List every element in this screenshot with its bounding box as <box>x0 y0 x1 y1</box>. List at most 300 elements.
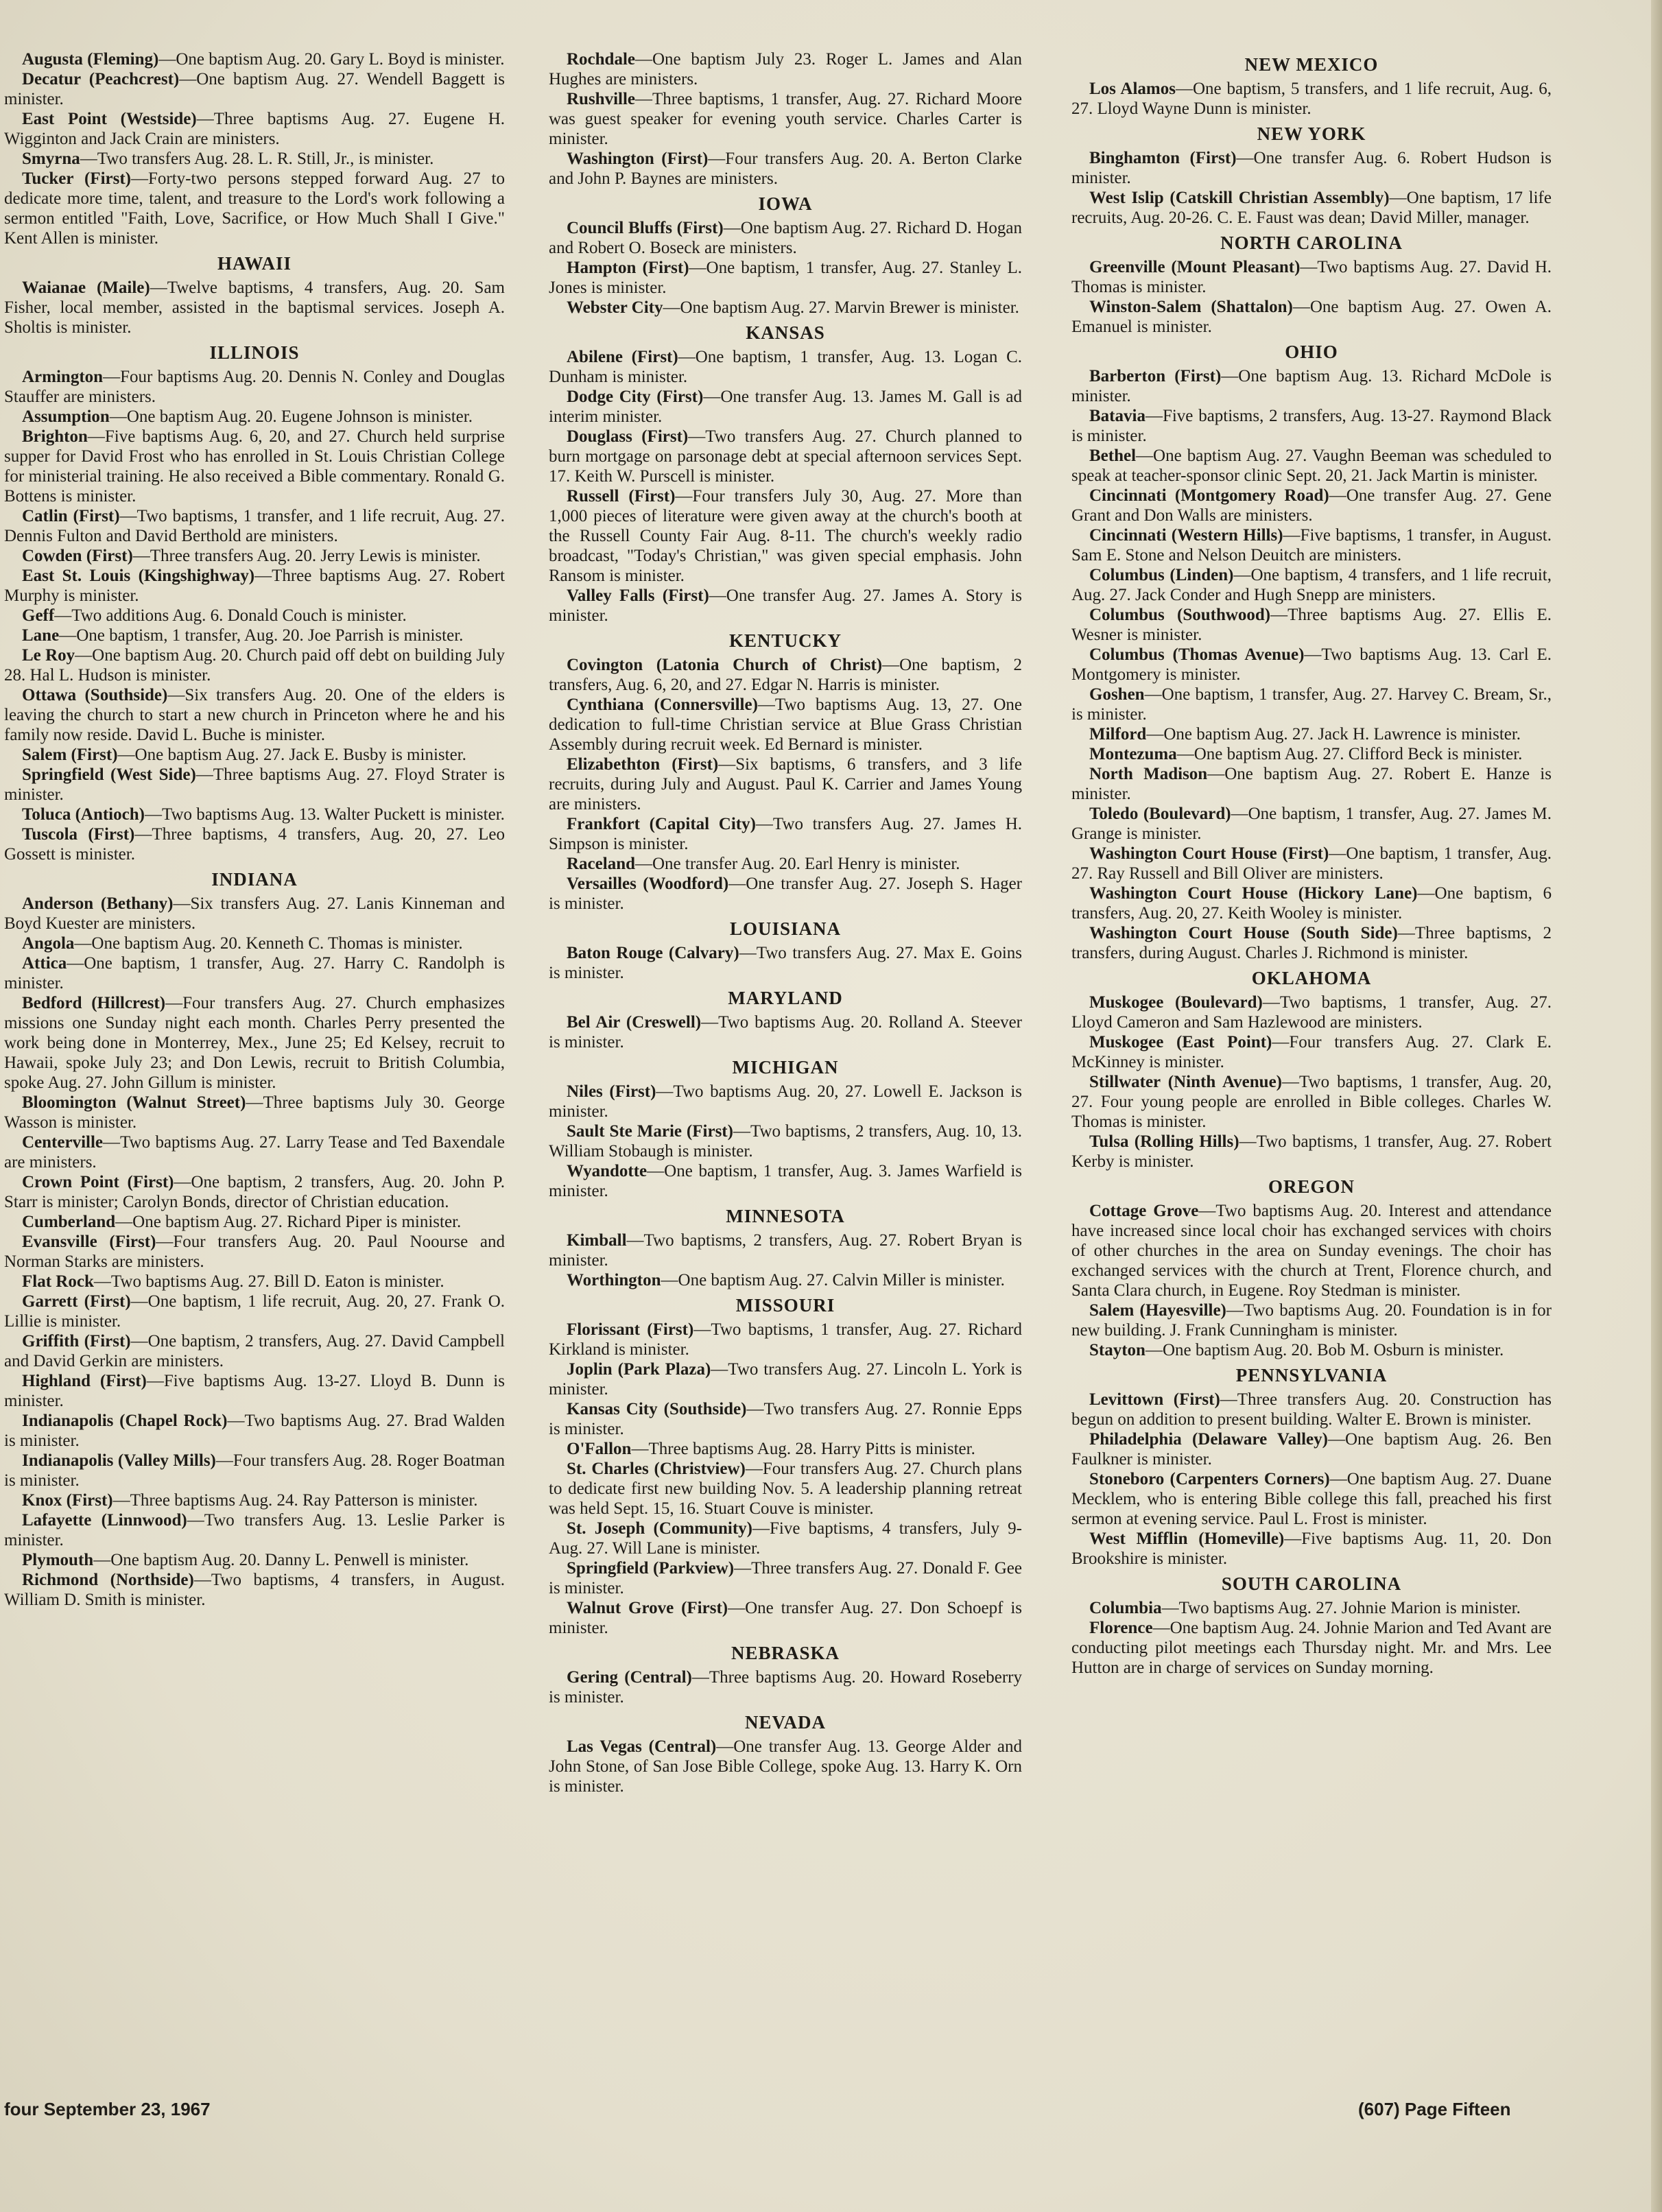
church-name: Toledo (Boulevard) <box>1089 805 1231 823</box>
report-text: —Two transfers Aug. 28. L. R. Still, Jr., is minister. <box>80 150 434 168</box>
church-name: St. Joseph (Community) <box>567 1519 752 1538</box>
report-text: —Four transfers Aug. 20. Paul Noourse and Norman Starks are ministers. <box>4 1233 505 1271</box>
church-report-entry <box>1071 883 1552 923</box>
church-name: Stillwater (Ninth Avenue) <box>1089 1073 1282 1091</box>
report-text: —One baptism, 4 transfers, and 1 life recruit, Aug. 27. Jack Conder and Hugh Snepp are ministers. <box>1071 566 1552 604</box>
church-name: Springfield (West Side) <box>22 765 196 784</box>
report-text: —Four transfers Aug. 28. Roger Boatman is minister. <box>4 1451 505 1490</box>
church-report-entry <box>549 1519 1022 1558</box>
church-report-entry <box>4 805 505 824</box>
report-text: —Three baptisms Aug. 24. Ray Patterson is minister. <box>112 1491 478 1510</box>
church-report-entry <box>1071 446 1552 486</box>
church-name: Milford <box>1089 725 1147 744</box>
church-report-entry <box>4 109 505 149</box>
report-text: —One baptism Aug. 27. Owen A. Emanuel is minister. <box>1071 298 1552 336</box>
report-text: —Two baptisms Aug. 20. Interest and attendance have increased since local choir has exchanged services with choirs of other churches in the area on Sunday evenings. The choir has exchanged services with the church at Trent, Florence church, and Santa Clara church, in Eugene. Roy Stedman is minister. <box>1071 1202 1552 1300</box>
church-report-entry <box>1071 645 1552 685</box>
church-report-entry <box>1071 406 1552 446</box>
church-report-entry <box>1071 257 1552 297</box>
church-name: Stoneboro (Carpenters Corners) <box>1089 1470 1330 1488</box>
church-name: Smyrna <box>22 150 80 168</box>
church-name: Lane <box>22 626 60 645</box>
church-report-entry <box>4 1292 505 1331</box>
church-name: Geff <box>22 606 55 625</box>
church-report-entry <box>1071 148 1552 188</box>
church-name: Lafayette (Linnwood) <box>22 1511 187 1530</box>
church-report-entry <box>4 1331 505 1371</box>
church-name: Frankfort (Capital City) <box>567 815 756 833</box>
church-name: Assumption <box>22 407 110 426</box>
report-text: —Two baptisms Aug. 13. Walter Puckett is minister. <box>144 805 505 824</box>
church-report-entry <box>549 1121 1022 1161</box>
church-name: Douglass (First) <box>567 427 689 446</box>
church-report-entry <box>549 486 1022 586</box>
church-name: Bethel <box>1089 447 1137 465</box>
report-text: —Three baptisms Aug. 27. Robert Murphy is minister. <box>4 567 505 605</box>
church-report-entry <box>4 69 505 109</box>
church-report-entry <box>549 149 1022 189</box>
church-report-entry <box>4 685 505 745</box>
report-text: —One baptism Aug. 27. Richard D. Hogan and Robert O. Boseck are ministers. <box>549 219 1022 257</box>
report-text: —One baptism Aug. 20. Danny L. Penwell is minister. <box>93 1551 469 1569</box>
report-text: —Three transfers Aug. 27. Donald F. Gee is minister. <box>549 1559 1022 1597</box>
church-report-entry <box>1071 486 1552 525</box>
report-text: —One baptism, 1 transfer, Aug. 27. Harry C. Randolph is minister. <box>4 954 505 992</box>
church-name: Tulsa (Rolling Hills) <box>1089 1132 1239 1151</box>
church-name: Tuscola (First) <box>22 825 135 844</box>
church-report-entry <box>4 367 505 407</box>
report-text: —Two baptisms Aug. 27. Johnie Marion is minister. <box>1161 1599 1521 1617</box>
report-text: —One baptism, 1 life recruit, Aug. 20, 27. Frank O. Lillie is minister. <box>4 1292 505 1331</box>
report-text: —Two baptisms Aug. 27. David H. Thomas is minister. <box>1071 258 1552 296</box>
report-text: —Two baptisms Aug. 20. Rolland A. Steever is minister. <box>549 1013 1023 1051</box>
church-report-entry <box>4 407 505 427</box>
report-text: —Forty-two persons stepped forward Aug. 27 to dedicate more time, talent, and treasure to the Lord's work following a sermon entitled "Faith, Love, Sacrifice, or How Much Shall I Give." Kent Allen is minister. <box>4 169 505 248</box>
state-heading: HAWAII <box>217 253 292 274</box>
report-text: —Four transfers July 30, Aug. 27. More than 1,000 pieces of literature were given away at the church's booth at the Russell County Fair Aug. 8-11. The church's weekly radio broadcast, "Today's Christian," was given special emphasis. John Ransom is minister. <box>549 487 1023 585</box>
church-report-entry <box>549 1359 1022 1399</box>
report-text: —One baptism Aug. 27. Jack H. Lawrence is minister. <box>1146 725 1521 744</box>
report-text: —Two baptisms Aug. 27. Larry Tease and Ted Baxendale are ministers. <box>4 1133 505 1172</box>
church-name: Muskogee (Boulevard) <box>1089 993 1263 1012</box>
church-report-entry <box>4 546 505 566</box>
church-report-entry <box>4 993 505 1093</box>
church-report-entry <box>1071 1529 1552 1569</box>
report-text: —One baptism, 1 transfer, Aug. 27. James M. Grange is minister. <box>1071 805 1552 843</box>
church-report-entry <box>549 387 1022 427</box>
report-text: —Two baptisms Aug. 20. Foundation is in for new building. J. Frank Cunningham is minister. <box>1071 1301 1552 1340</box>
church-name: Toluca (Antioch) <box>22 805 145 824</box>
state-heading: PENNSYLVANIA <box>1235 1365 1388 1386</box>
report-text: —Three baptisms, 4 transfers, Aug. 20, 27. Leo Gossett is minister. <box>4 825 505 864</box>
church-report-entry <box>549 1598 1022 1638</box>
report-text: —Five baptisms, 1 transfer, in August. Sam E. Stone and Nelson Deuitch are ministers. <box>1071 526 1552 564</box>
column-left <box>4 49 505 1610</box>
church-report-entry <box>549 1439 1022 1459</box>
report-text: —Two transfers Aug. 27. Lincoln L. York is minister. <box>549 1360 1023 1399</box>
report-text: —Three baptisms July 30. George Wasson is minister. <box>4 1093 505 1132</box>
church-report-entry <box>549 1737 1022 1796</box>
church-report-entry <box>549 754 1022 814</box>
report-text: —Three baptisms Aug. 27. Floyd Strater is minister. <box>4 765 505 804</box>
church-name: Covington (Latonia Church of Christ) <box>567 656 883 674</box>
church-name: Joplin (Park Plaza) <box>567 1360 711 1379</box>
church-name: Columbus (Thomas Avenue) <box>1089 645 1305 664</box>
church-name: Sault Ste Marie (First) <box>567 1122 733 1141</box>
church-name: Winston-Salem (Shattalon) <box>1089 298 1293 316</box>
church-name: Crown Point (First) <box>22 1173 174 1191</box>
church-report-entry <box>549 1082 1022 1121</box>
church-name: Washington Court House (First) <box>1089 844 1329 863</box>
report-text: —Three baptisms Aug. 27. Eugene H. Wigginton and Jack Crain are ministers. <box>4 110 505 148</box>
report-text: —Three baptisms, 2 transfers, during August. Charles J. Richmond is minister. <box>1071 924 1552 962</box>
report-text: —Two baptisms, 2 transfers, Aug. 10, 13. William Stobaugh is minister. <box>549 1122 1023 1161</box>
state-heading: OKLAHOMA <box>1251 968 1372 988</box>
report-text: —Two baptisms, 1 transfer, Aug. 27. Lloyd Cameron and Sam Hazlewood are ministers. <box>1071 993 1552 1032</box>
state-heading: MICHIGAN <box>732 1057 839 1078</box>
church-report-entry <box>4 49 505 69</box>
church-name: Levittown (First) <box>1089 1390 1220 1409</box>
church-name: Raceland <box>567 855 635 873</box>
church-name: East Point (Westside) <box>22 110 197 128</box>
church-report-entry <box>549 1230 1022 1270</box>
church-report-entry <box>549 258 1022 298</box>
church-report-entry <box>4 626 505 645</box>
church-report-entry <box>1071 744 1552 764</box>
report-text: —One transfer Aug. 27. Gene Grant and Don Walls are ministers. <box>1071 486 1552 525</box>
report-text: —One baptism, 1 transfer, Aug. 13. Logan C. Dunham is minister. <box>549 348 1022 386</box>
church-name: Anderson (Bethany) <box>22 894 174 913</box>
church-name: Indianapolis (Valley Mills) <box>22 1451 216 1470</box>
church-report-entry <box>4 506 505 546</box>
church-report-entry <box>1071 1598 1552 1618</box>
report-text: —One baptism Aug. 27. Marvin Brewer is minister. <box>663 298 1019 317</box>
church-name: Evansville (First) <box>22 1233 156 1251</box>
church-report-entry <box>549 218 1022 258</box>
report-text: —Three baptisms Aug. 27. Ellis E. Wesner is minister. <box>1071 606 1552 644</box>
report-text: —One baptism Aug. 13. Richard McDole is minister. <box>1071 367 1552 405</box>
report-text: —One baptism Aug. 27. Vaughn Beeman was scheduled to speak at teacher-sponsor clinic Sept. 20, 21. Jack Martin is minister. <box>1071 447 1552 485</box>
report-text: —Four transfers Aug. 27. Church plans to dedicate first new building Nov. 5. A leadership planning retreat was held Sept. 15, 16. Stuart Couve is minister. <box>549 1460 1023 1518</box>
church-name: West Islip (Catskill Christian Assembly) <box>1089 189 1390 207</box>
church-name: Columbus (Linden) <box>1089 566 1234 584</box>
report-text: —Two baptisms Aug. 20, 27. Lowell E. Jackson is minister. <box>549 1082 1022 1121</box>
church-name: Highland (First) <box>22 1372 147 1390</box>
church-name: Salem (Hayesville) <box>1089 1301 1226 1320</box>
report-text: —One baptism, 1 transfer, Aug. 27. Harvey C. Bream, Sr., is minister. <box>1071 685 1552 724</box>
report-text: —One baptism, 1 transfer, Aug. 3. James Warfield is minister. <box>549 1162 1022 1200</box>
church-report-entry <box>4 1510 505 1550</box>
church-name: Attica <box>22 954 67 973</box>
report-text: —One baptism Aug. 20. Gary L. Boyd is minister. <box>158 50 505 69</box>
report-text: —Two transfers Aug. 27. James H. Simpson is minister. <box>549 815 1022 853</box>
church-report-entry <box>4 1232 505 1272</box>
church-name: Catlin (First) <box>22 507 120 525</box>
report-text: —One baptism, 2 transfers, Aug. 6, 20, and 27. Edgar N. Harris is minister. <box>549 656 1022 694</box>
church-name: Barberton (First) <box>1089 367 1222 385</box>
church-name: Valley Falls (First) <box>567 586 709 605</box>
report-text: —One transfer Aug. 13. James M. Gall is ad interim minister. <box>549 388 1022 426</box>
report-text: —One baptism, 2 transfers, Aug. 27. David Campbell and David Gerkin are ministers. <box>4 1332 505 1370</box>
church-name: Brighton <box>22 427 88 446</box>
report-text: —Two transfers Aug. 27. Ronnie Epps is minister. <box>549 1400 1022 1438</box>
state-heading: LOUISIANA <box>729 918 842 939</box>
report-text: —Five baptisms, 4 transfers, July 9-Aug. 27. Will Lane is minister. <box>549 1519 1022 1558</box>
church-report-entry <box>549 874 1022 914</box>
report-text: —Two baptisms Aug. 13. Carl E. Montgomery is minister. <box>1071 645 1552 684</box>
report-text: —One baptism, 6 transfers, Aug. 20, 27. Keith Wooley is minister. <box>1071 884 1552 923</box>
church-report-entry <box>4 1550 505 1570</box>
church-report-entry <box>549 1012 1022 1052</box>
church-report-entry <box>4 1172 505 1212</box>
report-text: —Four transfers Aug. 27. Church emphasizes missions one Sunday night each month. Charles Perry presented the work being done in Monterrey, Mex., June 25; Ed Kelsey, recruit to Hawaii, spoke July 23; and Don Lewis, recruit to British Columbia, spoke Aug. 27. John Gillum is minister. <box>4 994 506 1092</box>
church-name: Las Vegas (Central) <box>567 1737 717 1756</box>
church-report-entry <box>549 1667 1022 1707</box>
report-text: —Four baptisms Aug. 20. Dennis N. Conley and Douglas Stauffer are ministers. <box>4 368 505 406</box>
church-name: Muskogee (East Point) <box>1089 1033 1272 1051</box>
church-report-entry <box>4 1371 505 1411</box>
column-middle <box>549 49 1022 1796</box>
church-name: Hampton (First) <box>567 259 689 277</box>
church-report-entry <box>1071 1390 1552 1429</box>
report-text: —One baptism Aug. 27. Jack E. Busby is minister. <box>117 746 466 764</box>
church-report-entry <box>1071 79 1552 119</box>
church-name: Indianapolis (Chapel Rock) <box>22 1412 228 1430</box>
church-report-entry <box>4 933 505 953</box>
church-name: Augusta (Fleming) <box>22 50 159 69</box>
church-report-entry <box>4 824 505 864</box>
church-report-entry <box>4 169 505 248</box>
church-report-entry <box>4 149 505 169</box>
report-text: —Five baptisms Aug. 11, 20. Don Brookshire is minister. <box>1071 1530 1552 1568</box>
report-text: —One baptism, 1 transfer, Aug. 27. Stanley L. Jones is minister. <box>549 259 1022 297</box>
church-name: Kansas City (Southside) <box>567 1400 747 1418</box>
report-text: —Five baptisms, 2 transfers, Aug. 13-27. Raymond Black is minister. <box>1071 407 1552 445</box>
church-report-entry <box>549 427 1022 486</box>
report-text: —One baptism, 1 transfer, Aug. 20. Joe Parrish is minister. <box>59 626 464 645</box>
church-report-entry <box>1071 764 1552 804</box>
church-name: Centerville <box>22 1133 104 1152</box>
church-name: Bel Air (Creswell) <box>567 1013 702 1032</box>
church-name: Bedford (Hillcrest) <box>22 994 166 1012</box>
report-text: —Five baptisms Aug. 13-27. Lloyd B. Dunn is minister. <box>4 1372 505 1410</box>
church-name: Washington Court House (South Side) <box>1089 924 1398 942</box>
church-report-entry <box>549 347 1022 387</box>
church-report-entry <box>549 814 1022 854</box>
report-text: —One baptism, 17 life recruits, Aug. 20-26. C. E. Faust was dean; David Miller, manager. <box>1071 189 1552 227</box>
church-name: Salem (First) <box>22 746 118 764</box>
church-name: Rochdale <box>567 50 635 69</box>
church-report-entry <box>1071 1469 1552 1529</box>
church-name: Abilene (First) <box>567 348 678 366</box>
church-name: Cottage Grove <box>1089 1202 1199 1220</box>
church-report-entry <box>549 586 1022 626</box>
report-text: —One baptism Aug. 20. Bob M. Osburn is minister. <box>1145 1341 1504 1359</box>
church-name: Montezuma <box>1089 745 1177 763</box>
report-text: —Three transfers Aug. 20. Construction has begun on addition to present building. Walter E. Brown is minister. <box>1071 1390 1552 1429</box>
church-report-entry <box>1071 1072 1552 1132</box>
church-name: Los Alamos <box>1089 80 1176 98</box>
report-text: —Two baptisms, 2 transfers, Aug. 27. Robert Bryan is minister. <box>549 1231 1022 1270</box>
church-name: North Madison <box>1089 765 1208 783</box>
state-heading: OREGON <box>1268 1176 1355 1197</box>
church-name: Cowden (First) <box>22 547 133 565</box>
church-name: Springfield (Parkview) <box>567 1559 735 1578</box>
church-name: Cincinnati (Montgomery Road) <box>1089 486 1329 505</box>
church-name: Tucker (First) <box>22 169 131 188</box>
report-text: —Three transfers Aug. 20. Jerry Lewis is minister. <box>132 547 481 565</box>
church-name: Armington <box>22 368 104 386</box>
report-text: —One transfer Aug. 27. Joseph S. Hager is minister. <box>549 875 1022 913</box>
church-report-entry <box>1071 844 1552 883</box>
church-report-entry <box>4 427 505 506</box>
state-heading: IOWA <box>758 193 813 214</box>
church-report-entry <box>1071 1429 1552 1469</box>
church-report-entry <box>1071 1300 1552 1340</box>
state-heading: MARYLAND <box>728 988 843 1008</box>
page-spine-edge <box>1651 0 1662 2212</box>
church-report-entry <box>549 1399 1022 1439</box>
church-report-entry <box>1071 804 1552 844</box>
state-heading: NEW MEXICO <box>1244 54 1379 75</box>
church-name: Columbia <box>1089 1599 1162 1617</box>
church-report-entry <box>549 695 1022 754</box>
church-name: Dodge City (First) <box>567 388 704 406</box>
report-text: —Three baptisms, 1 transfer, Aug. 27. Richard Moore was guest speaker for evening youth service. Charles Carter is minister. <box>549 90 1022 148</box>
state-heading: KENTUCKY <box>728 630 842 651</box>
church-name: Decatur (Peachcrest) <box>22 70 180 88</box>
church-name: Florence <box>1089 1619 1153 1637</box>
state-heading: ILLINOIS <box>209 342 300 363</box>
church-report-entry <box>4 1490 505 1510</box>
report-text: —Two transfers Aug. 27. Church planned to burn mortgage on parsonage debt at special afternoon services Sept. 17. Keith W. Purscell is minister. <box>549 427 1022 486</box>
report-text: —One transfer Aug. 13. George Alder and John Stone, of San Jose Bible College, spoke Aug. 13. Harry K. Orn is minister. <box>549 1737 1023 1796</box>
church-report-entry <box>4 745 505 765</box>
church-name: Cincinnati (Western Hills) <box>1089 526 1283 545</box>
report-text: —One baptism Aug. 27. Wendell Baggett is minister. <box>4 70 505 108</box>
report-text: —One baptism Aug. 27. Calvin Miller is minister. <box>661 1271 1005 1289</box>
church-name: Walnut Grove (First) <box>567 1599 728 1617</box>
church-name: Worthington <box>567 1271 661 1289</box>
church-report-entry <box>1071 724 1552 744</box>
report-text: —Two transfers Aug. 13. Leslie Parker is minister. <box>4 1511 505 1549</box>
church-report-entry <box>1071 923 1552 963</box>
church-name: Griffith (First) <box>22 1332 131 1351</box>
church-report-entry <box>4 606 505 626</box>
church-report-entry <box>1071 525 1552 565</box>
church-report-entry <box>4 1212 505 1232</box>
report-text: —Two baptisms, 1 transfer, Aug. 27. Richard Kirkland is minister. <box>549 1320 1022 1359</box>
church-name: Garrett (First) <box>22 1292 131 1311</box>
church-name: Rushville <box>567 90 636 108</box>
church-report-entry <box>1071 1132 1552 1172</box>
report-text: —Four transfers Aug. 20. A. Berton Clarke and John P. Baynes are ministers. <box>549 150 1022 188</box>
report-text: —One baptism, 1 transfer, Aug. 27. Ray Russell and Bill Oliver are ministers. <box>1071 844 1552 883</box>
report-text: —Two transfers Aug. 27. Max E. Goins is minister. <box>549 944 1022 982</box>
report-text: —Two baptisms Aug. 27. Bill D. Eaton is minister. <box>93 1272 444 1291</box>
church-name: Baton Rouge (Calvary) <box>567 944 739 962</box>
report-text: —One baptism July 23. Roger L. James and Alan Hughes are ministers. <box>549 50 1022 88</box>
church-report-entry <box>4 566 505 606</box>
report-text: —Two baptisms, 1 transfer, and 1 life recruit, Aug. 27. Dennis Fulton and David Berthold are ministers. <box>4 507 505 545</box>
report-text: —Three baptisms Aug. 28. Harry Pitts is minister. <box>631 1440 975 1458</box>
church-name: Goshen <box>1089 685 1145 704</box>
church-report-entry <box>549 298 1022 318</box>
church-report-entry <box>4 765 505 805</box>
church-name: Kimball <box>567 1231 627 1250</box>
report-text: —Two baptisms Aug. 27. Brad Walden is minister. <box>4 1412 505 1450</box>
report-text: —One transfer Aug. 27. James A. Story is minister. <box>549 586 1022 625</box>
report-text: —Four transfers Aug. 27. Clark E. McKinney is minister. <box>1071 1033 1552 1071</box>
church-name: Gering (Central) <box>567 1668 692 1687</box>
church-report-entry <box>4 1272 505 1292</box>
report-text: —One baptism Aug. 27. Clifford Beck is minister. <box>1176 745 1523 763</box>
church-report-entry <box>4 1093 505 1132</box>
church-name: Wyandotte <box>567 1162 648 1180</box>
church-report-entry <box>4 1411 505 1451</box>
church-report-entry <box>549 1320 1022 1359</box>
report-text: —Two baptisms, 4 transfers, in August. William D. Smith is minister. <box>4 1571 505 1609</box>
report-text: —Three baptisms Aug. 20. Howard Roseberry is minister. <box>549 1668 1022 1706</box>
church-name: East St. Louis (Kingshighway) <box>22 567 255 585</box>
church-name: Philadelphia (Delaware Valley) <box>1089 1430 1328 1449</box>
church-report-entry <box>549 1270 1022 1290</box>
church-report-entry <box>4 645 505 685</box>
church-report-entry <box>4 1132 505 1172</box>
state-heading: INDIANA <box>211 869 298 890</box>
report-text: —One baptism Aug. 26. Ben Faulkner is minister. <box>1071 1430 1552 1468</box>
state-heading: SOUTH CAROLINA <box>1221 1573 1402 1594</box>
church-name: Webster City <box>567 298 663 317</box>
report-text: —Two baptisms, 1 transfer, Aug. 20, 27. Four young people are enrolled in Bible colleges. Charles W. Thomas is minister. <box>1071 1073 1552 1131</box>
report-text: —One baptism, 2 transfers, Aug. 20. John P. Starr is minister; Carolyn Bonds, director of Christian education. <box>4 1173 505 1211</box>
church-name: Knox (First) <box>22 1491 113 1510</box>
report-text: —One transfer Aug. 27. Don Schoepf is minister. <box>549 1599 1023 1637</box>
report-text: —One baptism, 5 transfers, and 1 life recruit, Aug. 6, 27. Lloyd Wayne Dunn is minister. <box>1071 80 1552 118</box>
church-name: Russell (First) <box>567 487 676 506</box>
report-text: —One baptism Aug. 24. Johnie Marion and Ted Avant are conducting pilot meetings each Thursday night. Mr. and Mrs. Lee Hutton are in charge of services on Sunday morning. <box>1071 1619 1552 1677</box>
report-text: —One transfer Aug. 20. Earl Henry is minister. <box>635 855 960 873</box>
church-report-entry <box>549 655 1022 695</box>
church-name: Columbus (Southwood) <box>1089 606 1271 624</box>
report-text: —One baptism Aug. 27. Richard Piper is minister. <box>115 1213 462 1231</box>
report-text: —Two baptisms Aug. 13, 27. One dedication to full-time Christian service at Blue Grass Christian Assembly during recruit week. Ed Bernard is minister. <box>549 695 1023 754</box>
church-report-entry <box>549 943 1022 983</box>
church-name: Cumberland <box>22 1213 116 1231</box>
church-report-entry <box>1071 1618 1552 1678</box>
state-heading: KANSAS <box>746 322 825 343</box>
church-name: Cynthiana (Connersville) <box>567 695 758 714</box>
report-text: —One baptism Aug. 20. Church paid off debt on building July 28. Hal L. Hudson is minister. <box>4 646 505 685</box>
church-report-entry <box>1071 1340 1552 1360</box>
column-right <box>1071 49 1552 1678</box>
church-name: Batavia <box>1089 407 1145 425</box>
church-report-entry <box>1071 188 1552 228</box>
church-name: Council Bluffs (First) <box>567 219 724 237</box>
church-name: Plymouth <box>22 1551 94 1569</box>
report-text: —One transfer Aug. 6. Robert Hudson is minister. <box>1071 149 1552 187</box>
church-report-entry <box>4 278 505 337</box>
footer-page-number: (607) Page Fifteen <box>1358 2099 1511 2119</box>
church-name: Waianae (Maile) <box>22 278 150 297</box>
church-report-entry <box>1071 1201 1552 1300</box>
church-report-entry <box>1071 605 1552 645</box>
report-text: —Six transfers Aug. 27. Lanis Kinneman and Boyd Kuester are ministers. <box>4 894 506 933</box>
report-text: —Six baptisms, 6 transfers, and 3 life recruits, during July and August. Paul K. Carrier and James Young are ministers. <box>549 755 1022 813</box>
footer-date: four September 23, 1967 <box>4 2099 211 2119</box>
church-report-entry <box>1071 565 1552 605</box>
state-heading: NORTH CAROLINA <box>1220 233 1403 253</box>
